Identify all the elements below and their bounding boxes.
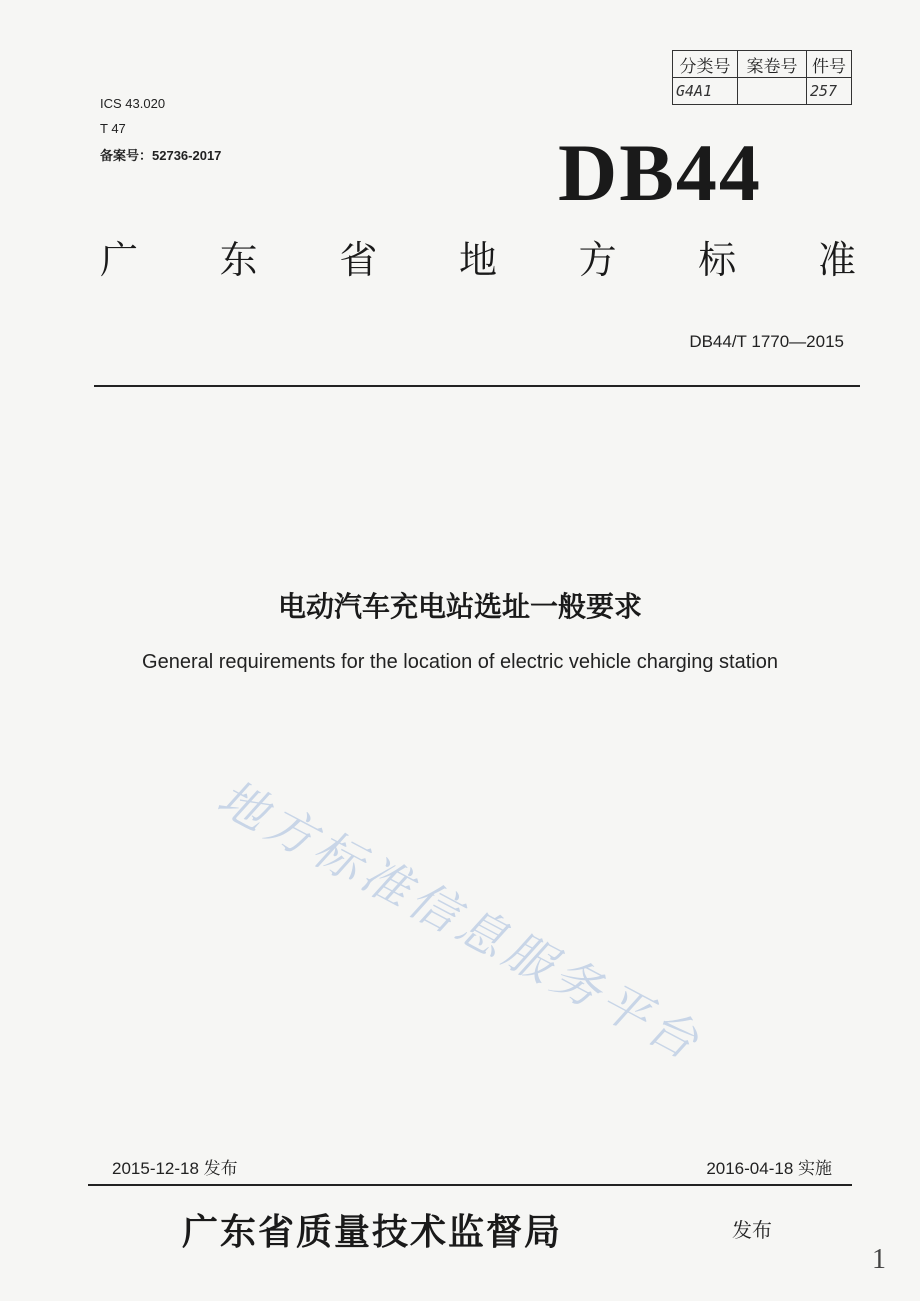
stamp-header-file: 案卷号 xyxy=(738,51,807,78)
issue-label: 发布 xyxy=(732,1218,772,1242)
top-divider xyxy=(94,385,860,387)
archive-stamp xyxy=(672,50,852,105)
standard-type-heading xyxy=(100,238,856,282)
standard-type-char: 准 xyxy=(817,238,856,282)
standard-type-char: 方 xyxy=(578,238,617,282)
category-code: T 47 xyxy=(100,121,126,136)
standard-type-char: 标 xyxy=(698,238,737,282)
standard-type-char: 省 xyxy=(339,238,378,282)
watermark: 地方标准信息服务平台 xyxy=(208,769,712,1073)
implement-date: 2016-04-18 实施 xyxy=(706,1159,832,1178)
stamp-header-class: 分类号 xyxy=(673,51,738,78)
issuer-name: 广东省质量技术监督局 xyxy=(182,1211,563,1253)
title-english: General requirements for the location of electric vehicle charging station xyxy=(142,651,778,673)
standard-type-char: 广 xyxy=(100,238,139,282)
standard-number: DB44/T 1770—2015 xyxy=(689,332,844,351)
page-number: 1 xyxy=(872,1244,886,1275)
stamp-value-file xyxy=(738,78,807,105)
title-chinese: 电动汽车充电站选址一般要求 xyxy=(277,590,642,623)
stamp-value-item: 257 xyxy=(807,78,852,105)
bottom-divider xyxy=(88,1184,852,1186)
ics-code: ICS 43.020 xyxy=(100,96,166,111)
standard-type-char: 地 xyxy=(458,238,497,282)
publish-date: 2015-12-18 发布 xyxy=(112,1159,238,1178)
stamp-value-class: G4A1 xyxy=(673,78,738,105)
filing-number: 备案号：52736-2017 xyxy=(100,148,222,163)
stamp-header-item: 件号 xyxy=(807,51,852,78)
brand-logo: DB44 xyxy=(558,127,762,218)
standard-type-char: 东 xyxy=(219,238,258,282)
